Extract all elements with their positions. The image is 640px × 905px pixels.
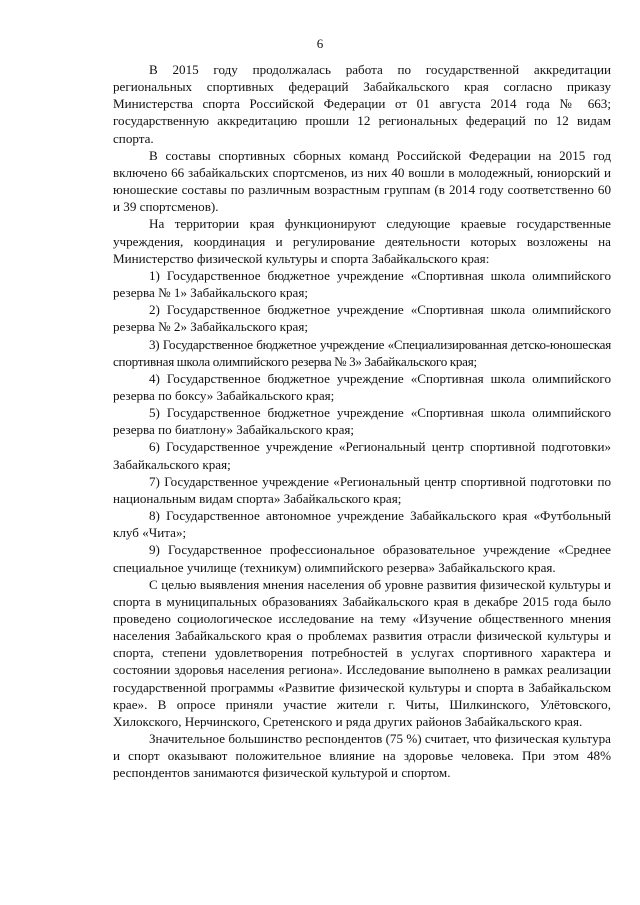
list-item-4: 4) Государственное бюджетное учреждение «Спортивная школа олимпийского резерва по боксу» Забайкальского края; <box>113 370 611 403</box>
paragraph-accreditation: В 2015 году продолжалась работа по государственной аккредитации региональных спортивных федераций Забайкальского края согласно приказу Министерства спорта Российской Федерации от 01 августа 2014 года № 663; государственную аккредитацию прошли 12 региональных федераций по 12 видам спорта. <box>113 62 611 146</box>
list-item-7: 7) Государственное учреждение «Региональный центр спортивной подготовки по национальным видам спорта» Забайкальского края; <box>113 473 611 506</box>
list-item-1: 1) Государственное бюджетное учреждение «Спортивная школа олимпийского резерва № 1» Забайкальского края; <box>113 267 611 301</box>
list-item-5: 5) Государственное бюджетное учреждение «Спортивная школа олимпийского резерва по биатлону» Забайкальского края; <box>113 405 611 438</box>
list-item-9: 9) Государственное профессиональное образовательное учреждение «Среднее специальное училище (техникум) олимпийского резерва» Забайкальского края. <box>113 542 611 575</box>
paragraph-national-teams: В составы спортивных сборных команд Российской Федерации на 2015 год включено 66 забайкальских спортсменов, из них 40 вошли в молодежный, юниорский и юношеские составы по различным возрастным группам (в 2014 году соответственно 60 и 39 спортсменов). <box>113 147 611 215</box>
list-item-2: 2) Государственное бюджетное учреждение «Спортивная школа олимпийского резерва № 2» Забайкальского края; <box>113 302 611 335</box>
list-item-6: 6) Государственное учреждение «Региональный центр спортивной подготовки» Забайкальского края; <box>113 439 611 472</box>
paragraph-respondents: Значительное большинство респондентов (75 %) считает, что физическая культура и спорт оказывают положительное влияние на здоровье человека. При этом 48% респондентов занимаются физической культурой и спортом. <box>113 731 611 781</box>
list-item-8: 8) Государственное автономное учреждение Забайкальского края «Футбольный клуб «Чита»; <box>113 508 611 541</box>
list-item-3: 3) Государственное бюджетное учреждение «Специализированная детско-юношеская спортивная школа олимпийского резерва № 3» Забайкальского края; <box>113 336 611 369</box>
page-number: 6 <box>316 36 324 51</box>
body-text <box>113 61 611 782</box>
paragraph-survey: С целью выявления мнения населения об уровне развития физической культуры и спорта в муниципальных образованиях Забайкальского края в декабре 2015 года было проведено социологическое исследование на тему «Изучение общественного мнения населения Забайкальского края о проблемах развития отрасли физической культуры и спорта, степени удовлетворения потребностей в услугах спортивного характера и состоянии здоровья населения региона». Исследование выполнено в рамках реализации государственной программы «Развитие физической культуры и спорта в Забайкальском крае». В опросе приняли участие жители г. Читы, Шилкинского, Улётовского, Хилокского, Нерчинского, Сретенского и ряда других районов Забайкальского края. <box>113 576 611 729</box>
paragraph-institutions-intro: На территории края функционируют следующие краевые государственные учреждения, координация и регулирование деятельности которых возложены на Министерство физической культуры и спорта Забайкальского края: <box>113 216 611 266</box>
